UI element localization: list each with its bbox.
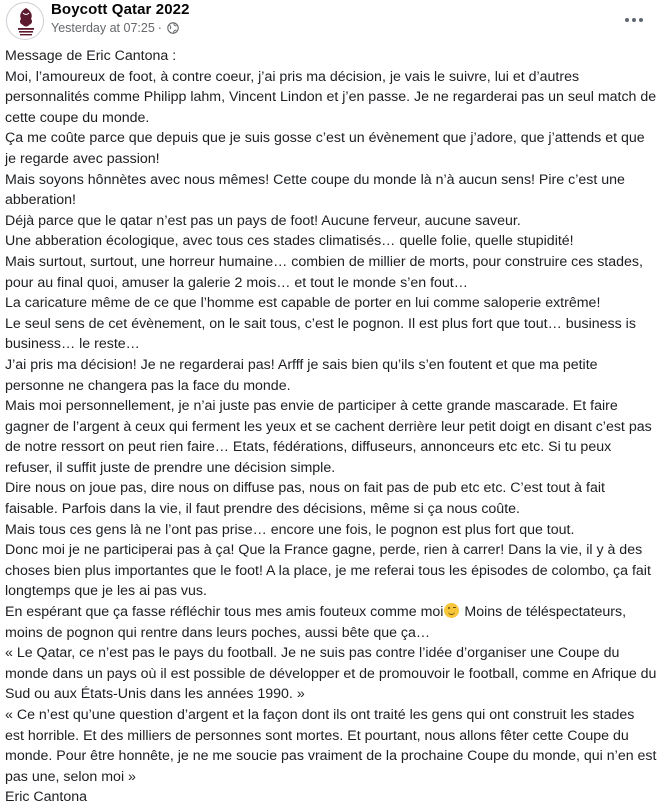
post-header	[0, 0, 666, 44]
post-line: Mais moi personnellement, je n’ai juste pas envie de participer à cette grande mascarade. Et faire gagner de l’argent à ceux qui ferment les yeux et se cachent derrière leur petit doigt en disant c’est pas de notre ressort on peut rien faire… Etats, fédérations, diffuseurs, annonceurs etc etc. Si tu peux refuser, il suffit juste de prendre une décision simple.	[5, 398, 652, 476]
quote-2: « Ce n’est qu’une question d’argent et la façon dont ils ont traité les gens qui ont construit les stades est horrible. Et des milliers de personnes sont mortes. Et pourtant, nous allons fêter cette Coupe du monde. Pour être honnête, je ne me soucie pas vraiment de la prochaine Coupe du monde, qui n’en est pas une, selon moi »	[5, 707, 657, 785]
more-options-icon[interactable]	[622, 10, 646, 30]
post-line-with-emoji	[5, 602, 657, 643]
post-line: Mais surtout, surtout, une horreur humaine… combien de millier de morts, pour construire ces stades, pour au final quoi, amuser la galerie 2 mois… et tout le monde s’en fout…	[5, 253, 643, 291]
post-line: Mais tous ces gens là ne l’ont pas prise… encore une fois, le pognon est plus fort que tout.	[5, 521, 575, 538]
post-line: Mais soyons hônnètes avec nous mêmes! Cette coupe du monde là n’à aucun sens! Pire c’est une abberation!	[5, 171, 625, 209]
post-body	[5, 46, 657, 808]
post-line-part: En espérant que ça fasse réfléchir tous mes amis fouteux comme moi	[5, 604, 444, 621]
post-line: Une abberation écologique, avec tous ces stades climatisés… quelle folie, quelle stupidité!	[5, 233, 574, 250]
post-line: Donc moi je ne participerai pas à ça! Que la France gagne, perde, rien à carrer! Dans la vie, il y à des choses bien plus importantes que le foot! A la place, je me referai tous les épisodes de colombo, ça fait longtemps que je les ai pas vus.	[5, 542, 651, 600]
post-timestamp[interactable]: Yesterday at 07:25	[51, 21, 155, 35]
world-cup-logo	[7, 3, 44, 40]
globe-icon[interactable]	[167, 22, 179, 34]
post-line: Ça me coûte parce que depuis que je suis gosse c’est un évènement que j’adore, que j’attends et que je regarde avec passion!	[5, 130, 645, 167]
page-name[interactable]: Boycott Qatar 2022	[51, 1, 190, 18]
post-meta	[51, 21, 179, 35]
post-line: J’ai pris ma décision! Je ne regarderai pas! Arfff je sais bien qu’ils s’en foutent et que ma petite personne ne changera pas la face du monde.	[5, 356, 598, 394]
post-line: Déjà parce que le qatar n’est pas un pays de foot! Aucune ferveur, aucune saveur.	[5, 212, 521, 229]
post-line: Moi, l’amoureux de foot, à contre coeur, j’ai pris ma décision, je vais le suivre, lui et d’autres personnalités comme Philipp lahm, Vincent Lindon et j’en passe. Je ne regarderai pas un seul match de cette coupe du monde.	[5, 68, 657, 126]
quote-1: « Le Qatar, ce n’est pas le pays du football. Je ne suis pas contre l’idée d’organiser une Coupe du monde dans un pays où il est possible de développer et de promouvoir le football, comme en Afrique du Sud ou aux États-Unis dans les années 1990. »	[5, 645, 657, 703]
post-line: Le seul sens de cet évènement, on le sait tous, c’est le pognon. Il est plus fort que tout… business is business… le reste…	[5, 315, 636, 353]
winking-face-icon	[444, 603, 459, 618]
post-line: La caricature même de ce que l’homme est capable de porter en lui comme saloperie extrême!	[5, 295, 601, 312]
post-line-part: Moins de téléspectateurs, moins de pognon qui rentre dans leurs poches, aussi bête que ça…	[5, 604, 627, 641]
post-line: Message de Eric Cantona :	[5, 48, 177, 64]
page-avatar[interactable]	[6, 2, 44, 40]
meta-separator: ·	[157, 21, 162, 35]
post-signature: Eric Cantona	[5, 789, 88, 806]
post-line: Dire nous on joue pas, dire nous on diffuse pas, nous on fait pas de pub etc etc. C’est tout à fait faisable. Parfois dans la vie, il faut prendre des décisions, même si ça nous coûte.	[5, 480, 605, 518]
